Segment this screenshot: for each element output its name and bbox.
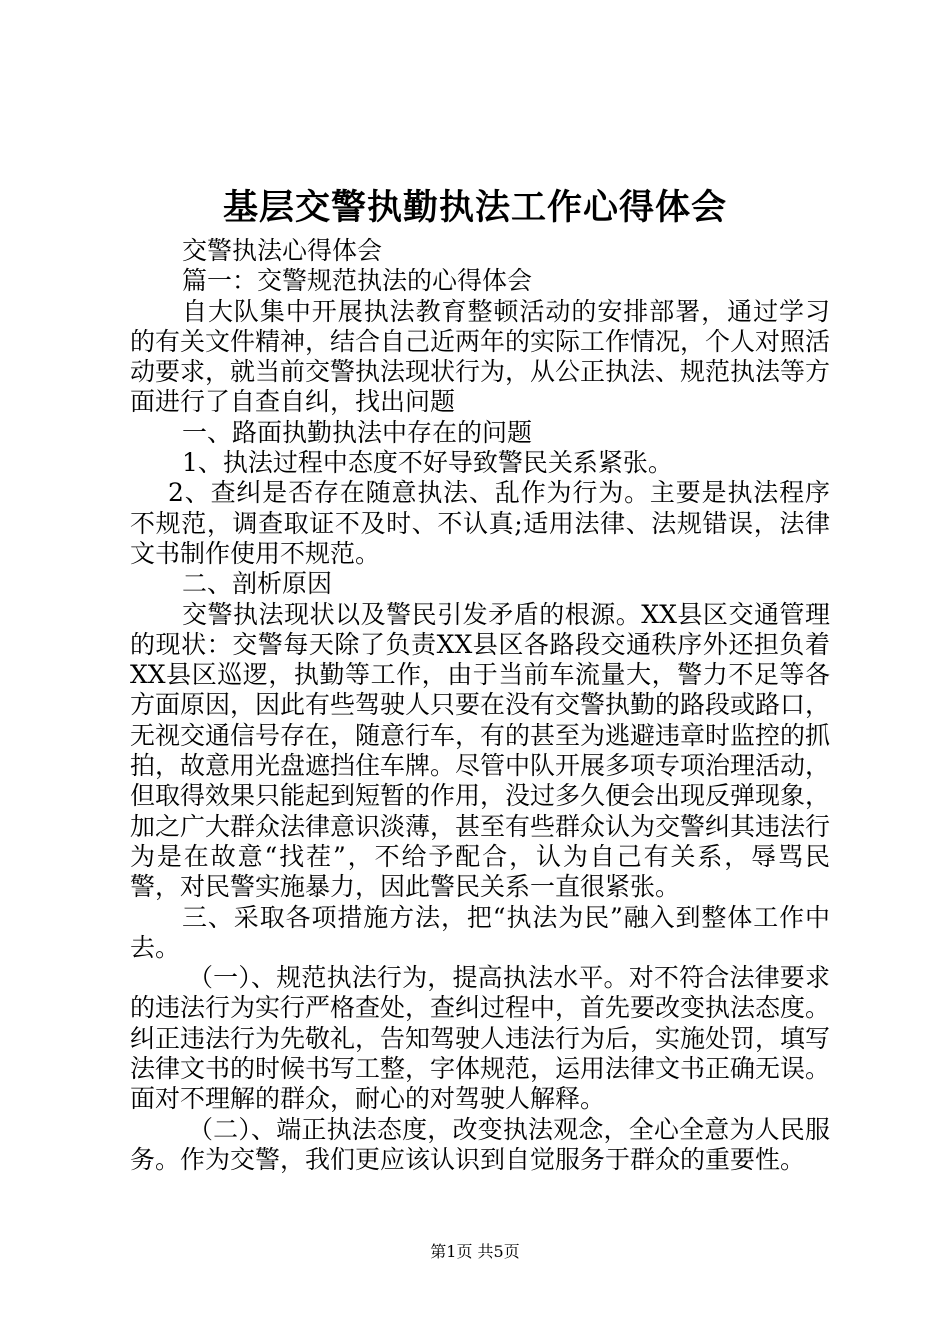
paragraph-causes: 交警执法现状以及警民引发矛盾的根源。XX县区交通管理的现状：交警每天除了负责XX县区各路段交通秩序外还担负着XX县区巡逻，执勤等工作，由于当前车流量大，警力不足等各方面原因，因此有些驾驶人只要在没有交警执勤的路段或路口，无视交通信号存在，随意行车，有的甚至为逃避违章时监控的抓拍，故意用光盘遮挡住车牌。尽管中队开展多项专项治理活动，但取得效果只能起到短暂的作用，没过多久便会出现反弹现象，加之广大群众法律意识淡薄，甚至有些群众认为交警纠其违法行为是在故意“找茬”，不给予配合，认为自己有关系，辱骂民警，对民警实施暴力，因此警民关系一直很紧张。 (130, 599, 831, 902)
document-title: 基层交警执勤执法工作心得体会 (222, 187, 727, 228)
paragraph-problem-2: 2、查纠是否存在随意执法、乱作为行为。主要是执法程序不规范，调查取证不及时、不认真;适用法律、法规错误，法律文书制作使用不规范。 (130, 478, 830, 568)
paragraph-measure-1: （一）、规范执法行为，提高执法水平。对不符合法律要求的违法行为实行严格查处，查纠过程中，首先要改变执法态度。纠正违法行为先敬礼，告知驾驶人违法行为后，实施处罚，填写法律文书的时候书写工整，字体规范，运用法律文书正确无误。面对不理解的群众，耐心的对驾驶人解释。 (130, 963, 831, 1114)
section-heading-problems: 一、路面执勤执法中存在的问题 (182, 417, 533, 447)
paragraph-subtitle: 交警执法心得体会 (182, 236, 383, 265)
page-number: 第1页 共5页 (430, 1242, 520, 1261)
document-body (130, 236, 830, 1175)
paragraph-measure-2: （二）、端正执法态度，改变执法观念，全心全意为人民服务。作为交警，我们更应该认识到自觉服务于群众的重要性。 (130, 1114, 830, 1174)
section-heading-causes: 二、剖析原因 (182, 569, 333, 599)
paragraph-problem-1: 1、执法过程中态度不好导致警民关系紧张。 (182, 448, 673, 478)
paragraph-intro: 自大队集中开展执法教育整顿活动的安排部署，通过学习的有关文件精神，结合自己近两年的实际工作情况，个人对照活动要求，就当前交警执法现状行为，从公正执法、规范执法等方面进行了自查自纠，找出问题 (130, 296, 831, 417)
paragraph-chapter-heading: 篇一：交警规范执法的心得体会 (182, 266, 533, 296)
section-heading-measures: 三、采取各项措施方法，把“执法为民”融入到整体工作中去。 (130, 902, 830, 962)
